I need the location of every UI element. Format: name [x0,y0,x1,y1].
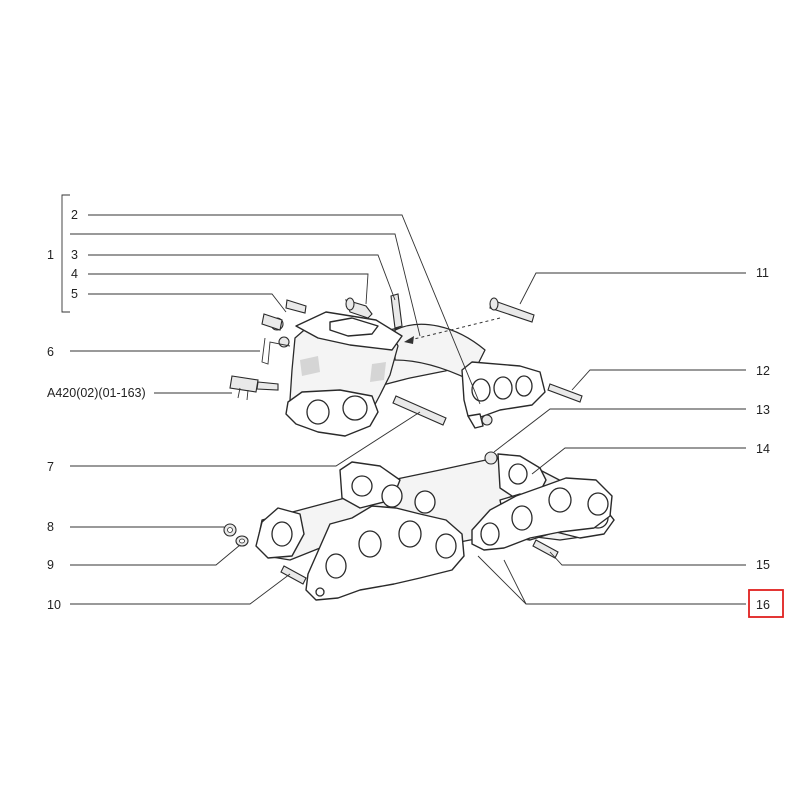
callout-14: 14 [756,442,770,456]
callout-15: 15 [756,558,770,572]
callout-ref-a420: A420(02)(01-163) [47,386,146,400]
callout-7: 7 [47,460,54,474]
intake-manifold [271,312,545,436]
callout-12: 12 [756,364,770,378]
callout-2: 2 [71,208,78,222]
callout-5: 5 [71,287,78,301]
callout-8: 8 [47,520,54,534]
callout-11: 11 [756,266,769,280]
callout-16: 16 [756,598,770,612]
callout-4: 4 [71,267,78,281]
callout-10: 10 [47,598,61,612]
callout-1: 1 [47,248,54,262]
callout-9: 9 [47,558,54,572]
callout-6: 6 [47,345,54,359]
callout-13: 13 [756,403,770,417]
callout-3: 3 [71,248,78,262]
